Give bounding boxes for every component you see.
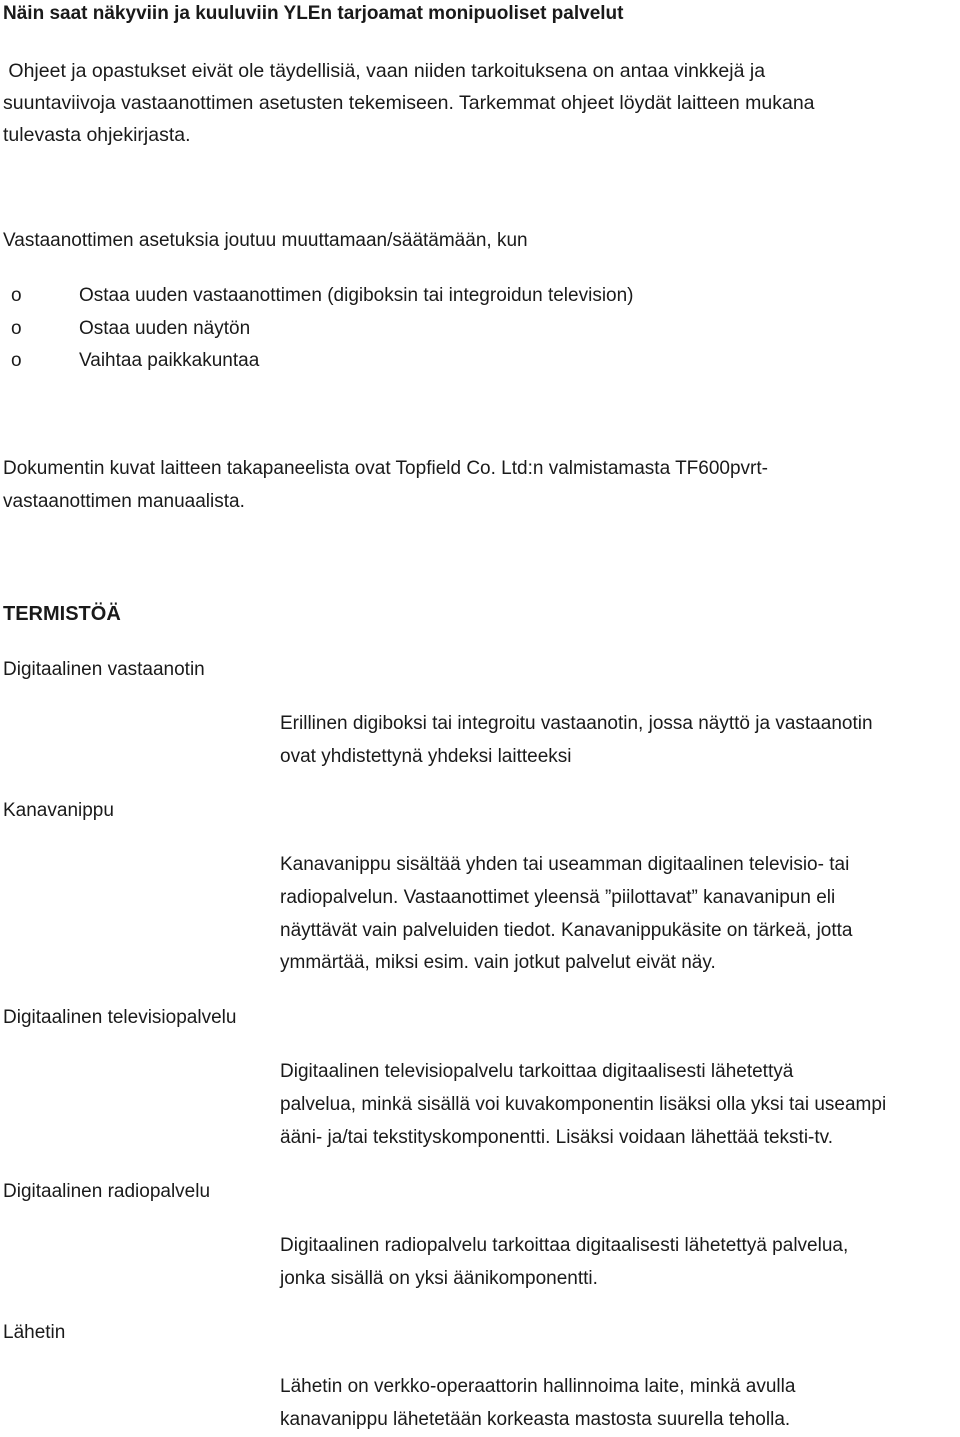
- list-item-text: Vaihtaa paikkakuntaa: [79, 350, 260, 371]
- glossary-term: Digitaalinen radiopalvelu: [3, 1181, 211, 1202]
- glossary-term: Kanavanippu: [3, 800, 114, 821]
- bullet-icon: o: [11, 350, 22, 371]
- definition-line: Erillinen digiboksi tai integroitu vastaanotin, jossa näyttö ja vastaanotin: [280, 713, 873, 734]
- definition-line: palvelua, minkä sisällä voi kuvakomponentin lisäksi olla yksi tai useampi: [280, 1093, 887, 1115]
- definition-line: jonka sisällä on yksi äänikomponentti.: [280, 1267, 598, 1289]
- settings-lead: Vastaanottimen asetuksia joutuu muuttamaan/säätämään, kun: [3, 230, 528, 251]
- glossary-term: Lähetin: [3, 1322, 66, 1343]
- intro-line: Ohjeet ja opastukset eivät ole täydellisiä, vaan niiden tarkoituksena on antaa vinkkejä ja: [3, 60, 766, 82]
- bullet-icon: o: [11, 285, 22, 306]
- note-line: Dokumentin kuvat laitteen takapaneelista ovat Topfield Co. Ltd:n valmistamasta TF600pvrt-: [3, 458, 768, 479]
- note-line: vastaanottimen manuaalista.: [3, 490, 245, 512]
- definition-line: Kanavanippu sisältää yhden tai useamman digitaalinen televisio- tai: [280, 854, 850, 875]
- intro-line: suuntaviivoja vastaanottimen asetusten tekemiseen. Tarkemmat ohjeet löydät laitteen mukana: [3, 92, 815, 114]
- intro-paragraph: [3, 55, 815, 151]
- glossary-term: Digitaalinen vastaanotin: [3, 659, 205, 680]
- document-note: [3, 453, 768, 518]
- definition-line: Lähetin on verkko-operaattorin hallinnoima laite, minkä avulla: [280, 1376, 796, 1397]
- list-item-text: Ostaa uuden vastaanottimen (digiboksin tai integroidun television): [79, 285, 634, 306]
- definition-line: ymmärtää, miksi esim. vain jotkut palvelut eivät näy.: [280, 952, 716, 974]
- glossary-definition: [280, 849, 853, 980]
- definition-line: näyttävät vain palveluiden tiedot. Kanavanippukäsite on tärkeä, jotta: [280, 919, 853, 941]
- glossary-term: Digitaalinen televisiopalvelu: [3, 1007, 237, 1028]
- definition-line: radiopalvelun. Vastaanottimet yleensä ”piilottavat” kanavanipun eli: [280, 886, 836, 908]
- page-title: Näin saat näkyviin ja kuuluviin YLEn tarjoamat monipuoliset palvelut: [3, 3, 624, 24]
- glossary-definition: [280, 1230, 848, 1296]
- definition-line: Digitaalinen radiopalvelu tarkoittaa digitaalisesti lähetettyä palvelua,: [280, 1235, 849, 1256]
- definition-line: ääni- ja/tai tekstityskomponentti. Lisäksi voidaan lähettää teksti-tv.: [280, 1126, 834, 1148]
- glossary-heading: TERMISTÖÄ: [3, 603, 121, 625]
- bullet-icon: o: [11, 317, 22, 339]
- definition-line: Digitaalinen televisiopalvelu tarkoittaa digitaalisesti lähetettyä: [280, 1061, 794, 1082]
- glossary-definition: [280, 1371, 795, 1437]
- definition-line: ovat yhdistettynä yhdeksi laitteeksi: [280, 745, 572, 767]
- list-item-text: Ostaa uuden näytön: [79, 317, 251, 339]
- intro-line: tulevasta ohjekirjasta.: [3, 124, 191, 146]
- definition-line: kanavanippu lähetetään korkeasta mastosta suurella teholla.: [280, 1408, 791, 1430]
- glossary-definition: [280, 1056, 886, 1154]
- glossary-definition: [280, 708, 873, 774]
